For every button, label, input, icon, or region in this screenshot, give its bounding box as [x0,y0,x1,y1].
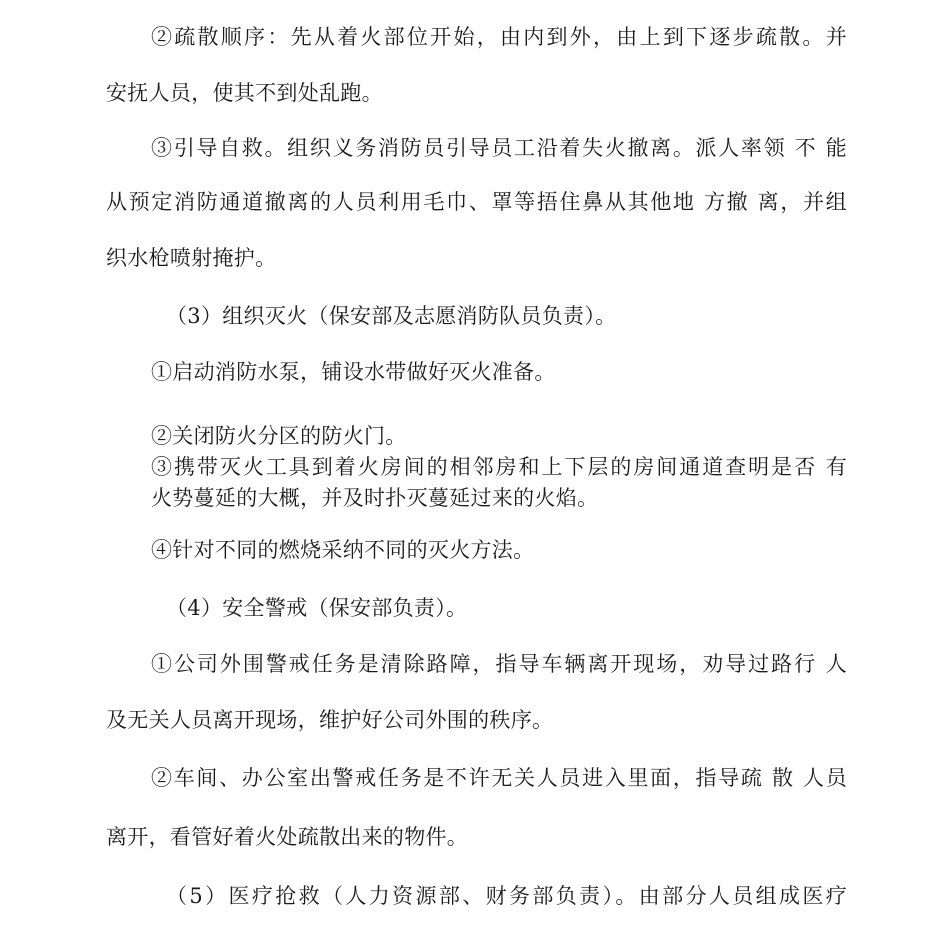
paragraph-self-rescue-line-1: ③引导自救。组织义务消防员引导员工沿着失火撤离。派人率领 不 能 [151,136,847,160]
item-close-fire-doors: ②关闭防火分区的防火门。 [151,424,407,448]
paragraph-perimeter-line-1: ①公司外围警戒任务是清除路障，指导车辆离开现场，劝导过路行 人 [151,652,847,676]
paragraph-workshop-line-1: ②车间、办公室出警戒任务是不许无关人员进入里面，指导疏 散 人员 [151,766,847,790]
section-heading-firefighting: （3）组织灭火（保安部及志愿消防队员负责）。 [166,304,617,328]
item-start-pump: ①启动消防水泵，铺设水带做好灭火准备。 [151,360,556,384]
paragraph-evacuation-order-line-2: 安抚人员，使其不到处乱跑。 [106,81,383,105]
paragraph-perimeter-line-2: 及无关人员离开现场，维护好公司外围的秩序。 [106,708,554,732]
paragraph-self-rescue-line-3: 织水枪喷射掩护。 [106,246,277,270]
item-extinguish-methods: ④针对不同的燃烧采纳不同的灭火方法。 [151,538,535,562]
section-heading-security-cordon: （4）安全警戒（保安部负责）。 [166,596,468,620]
section-heading-medical-rescue: （5）医疗抢救（人力资源部、财务部负责）。由部分人员组成医疗 [166,884,847,908]
item-carry-tools-line-2: 火势蔓延的大概，并及时扑灭蔓延过来的火焰。 [151,486,599,510]
paragraph-evacuation-order-line-1: ②疏散顺序：先从着火部位开始，由内到外，由上到下逐步疏散。并 [151,25,847,49]
item-carry-tools-line-1: ③携带灭火工具到着火房间的相邻房和上下层的房间通道查明是否 有 [151,455,847,479]
paragraph-self-rescue-line-2: 从预定消防通道撤离的人员利用毛巾、罩等捂住鼻从其他地 方撤 离，并组 [106,190,847,214]
paragraph-workshop-line-2: 离开，看管好着火处疏散出来的物件。 [106,825,469,849]
